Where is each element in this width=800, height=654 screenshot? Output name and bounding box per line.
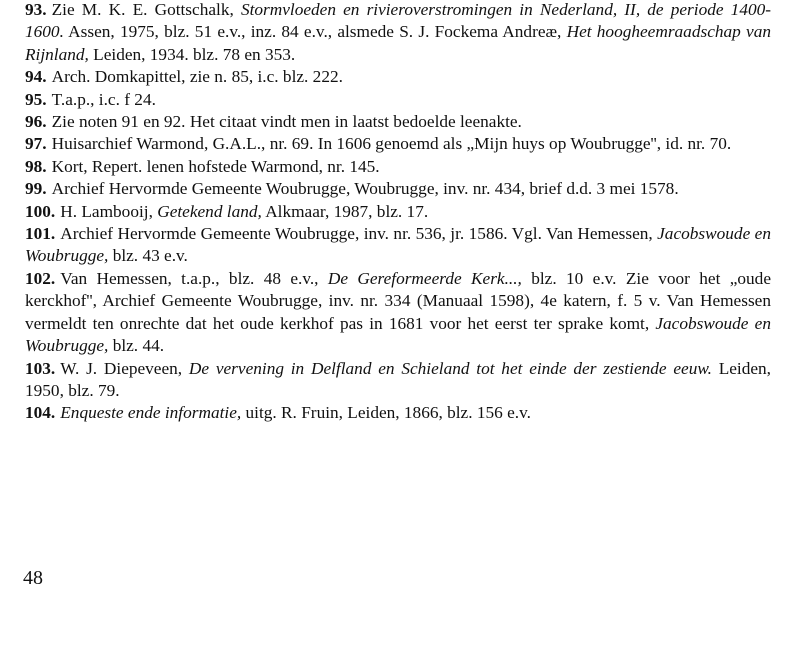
footnote-segment: H. Lambooij, bbox=[60, 201, 158, 221]
footnote bbox=[25, 268, 771, 358]
footnote-segment: Archief Hervormde Gemeente Woubrugge, Woubrugge, inv. nr. 434, brief d.d. 3 mei 1578. bbox=[51, 179, 679, 199]
footnote-number: 101. bbox=[25, 224, 56, 244]
footnote-segment: De Gereformeerde Kerk..., bbox=[327, 268, 522, 288]
footnote-segment: T.a.p., i.c. f 24. bbox=[51, 89, 156, 109]
footnote-segment: Getekend land, bbox=[157, 201, 262, 221]
footnote-segment: Alkmaar, 1987, blz. 17. bbox=[261, 201, 429, 221]
footnote-segment: W. J. Diepeveen, bbox=[60, 358, 189, 378]
footnote bbox=[25, 358, 771, 403]
footnotes-list bbox=[25, 0, 771, 425]
footnote-segment: De vervening in Delfland en Schieland tot het einde der zestiende eeuw. bbox=[188, 358, 712, 378]
footnote-segment: Enqueste ende informatie, bbox=[60, 403, 242, 423]
footnote bbox=[25, 156, 771, 178]
footnote-segment: Kort, Repert. lenen hofstede Warmond, nr. 145. bbox=[51, 156, 380, 176]
footnote-segment: Huisarchief Warmond, G.A.L., nr. 69. In 1606 genoemd als „Mijn huys op Woubrugge'', id. nr. 70. bbox=[51, 134, 732, 154]
footnote-segment: Zie M. K. E. Gottschalk, bbox=[51, 0, 241, 19]
footnote bbox=[25, 201, 771, 223]
footnote-segment: Het hoogheemraadschap van Rijnland, bbox=[25, 22, 771, 64]
footnote-number: 104. bbox=[25, 403, 56, 423]
footnote bbox=[25, 223, 771, 268]
footnote-number: 94. bbox=[25, 67, 47, 87]
footnote-segment: Assen, 1975, blz. 51 e.v., inz. 84 e.v., alsmede S. J. Fockema Andreæ, bbox=[63, 22, 567, 42]
footnote bbox=[25, 402, 771, 424]
footnote-number: 95. bbox=[25, 89, 47, 109]
footnote-segment: Leiden, 1950, blz. 79. bbox=[25, 358, 771, 400]
footnote-segment: blz. 10 e.v. Zie voor het „oude kerckhof'', Archief Gemeente Woubrugge, inv. nr. 334 (Manuaal 1598), 4e katern, f. 5 v. Van Hemessen vermeldt ten onrechte dat het oude kerkhof pas in 1681 voor het eerst ter sprake komt, bbox=[25, 268, 771, 333]
footnote-number: 103. bbox=[25, 358, 56, 378]
page-number: 48 bbox=[23, 567, 43, 589]
footnote-segment: Stormvloeden en rivieroverstromingen in Nederland, II, de periode 1400-1600. bbox=[25, 0, 771, 42]
footnote-segment: Arch. Domkapittel, zie n. 85, i.c. blz. 222. bbox=[51, 67, 343, 87]
footnote-segment: Archief Hervormde Gemeente Woubrugge, inv. nr. 536, jr. 1586. Vgl. Van Hemessen, bbox=[60, 224, 658, 244]
footnote bbox=[25, 66, 771, 88]
footnote-number: 100. bbox=[25, 201, 56, 221]
footnote-number: 98. bbox=[25, 156, 47, 176]
footnote bbox=[25, 111, 771, 133]
footnote-segment: Jacobswoude en Woubrugge, bbox=[25, 224, 771, 266]
footnote-segment: blz. 44. bbox=[108, 336, 165, 356]
footnote-segment: Leiden, 1934. blz. 78 en 353. bbox=[88, 44, 296, 64]
footnote-segment: Zie noten 91 en 92. Het citaat vindt men in laatst bedoelde leenakte. bbox=[51, 112, 522, 132]
footnote bbox=[25, 178, 771, 200]
footnote-segment: blz. 43 e.v. bbox=[108, 246, 188, 266]
footnote-segment: uitg. R. Fruin, Leiden, 1866, blz. 156 e.v. bbox=[241, 403, 531, 423]
footnote-number: 96. bbox=[25, 112, 47, 132]
footnote-number: 97. bbox=[25, 134, 47, 154]
footnote bbox=[25, 133, 771, 155]
footnote-number: 102. bbox=[25, 268, 56, 288]
footnote-number: 93. bbox=[25, 0, 47, 19]
footnote bbox=[25, 0, 771, 66]
footnote bbox=[25, 89, 771, 111]
footnote-segment: Van Hemessen, t.a.p., blz. 48 e.v., bbox=[60, 268, 328, 288]
footnote-number: 99. bbox=[25, 179, 47, 199]
footnote-segment: Jacobswoude en Woubrugge, bbox=[25, 313, 771, 356]
